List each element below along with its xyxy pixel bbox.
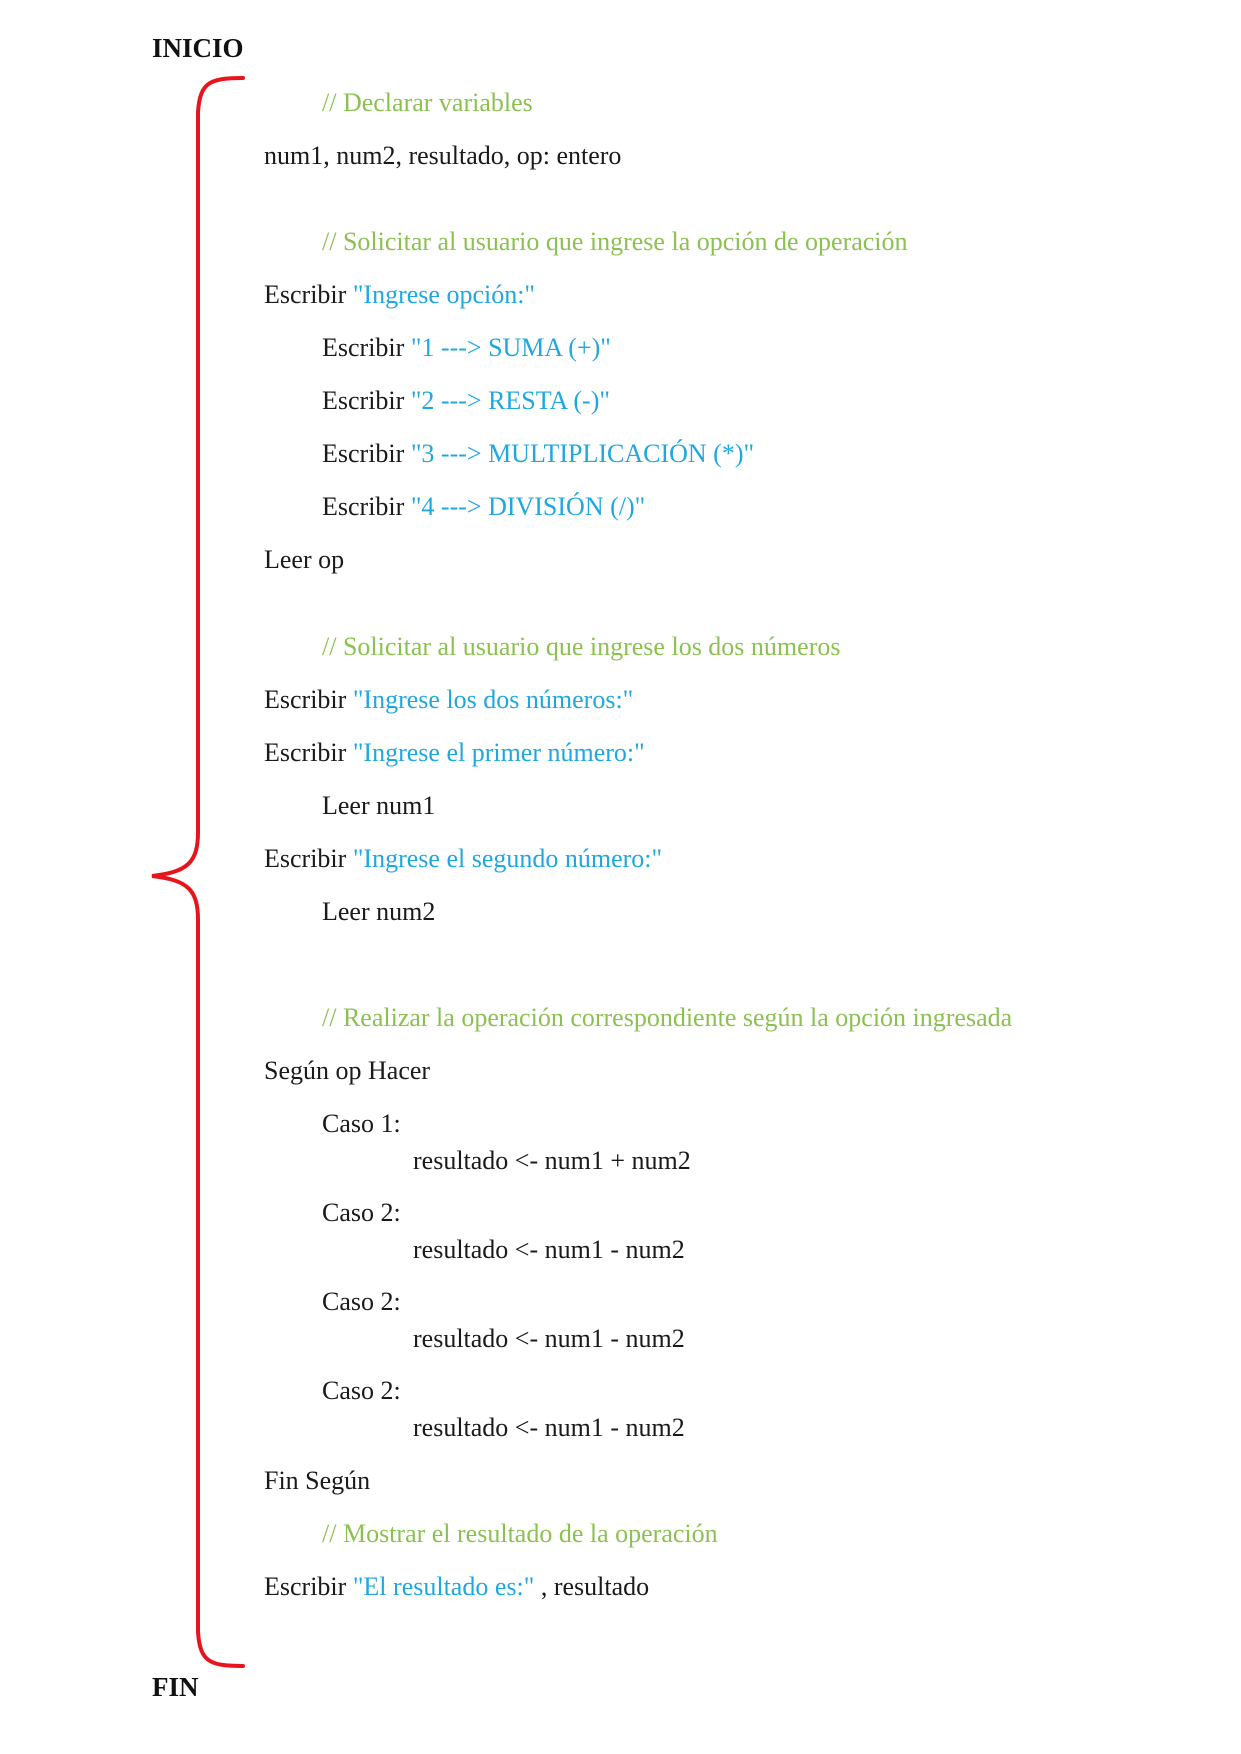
write-command: Escribir [264, 844, 353, 873]
string-literal: "Ingrese los dos números:" [352, 685, 634, 714]
write-command: Escribir [322, 386, 411, 415]
comment-request-numbers: // Solicitar al usuario que ingrese los dos números [322, 632, 841, 661]
code-fin-segun: Fin Según [264, 1466, 371, 1495]
comment-request-option: // Solicitar al usuario que ingrese la opción de operación [322, 227, 908, 256]
code-caso-1: Caso 1: [322, 1109, 401, 1138]
write-ingrese-opcion [264, 280, 535, 310]
code-caso-2-second: Caso 2: [322, 1287, 401, 1316]
write-command: Escribir [322, 439, 411, 468]
write-ingrese-primer-numero [264, 738, 645, 768]
write-command: Escribir [264, 685, 353, 714]
write-resultado [264, 1572, 649, 1602]
string-literal: "Ingrese el segundo número:" [352, 844, 663, 873]
result-variable: , resultado [534, 1572, 650, 1601]
write-ingrese-segundo-numero [264, 844, 662, 874]
code-variable-declaration: num1, num2, resultado, op: entero [264, 141, 622, 170]
string-literal: "1 ---> SUMA (+)" [410, 333, 611, 362]
write-command: Escribir [264, 280, 353, 309]
write-command: Escribir [322, 333, 411, 362]
code-resultado-resta-first: resultado <- num1 - num2 [413, 1235, 685, 1264]
write-option-multiplicacion [322, 439, 754, 469]
string-literal: "2 ---> RESTA (-)" [410, 386, 610, 415]
write-command: Escribir [322, 492, 411, 521]
end-heading: FIN [152, 1672, 199, 1702]
write-option-suma [322, 333, 611, 363]
string-literal: "Ingrese el primer número:" [352, 738, 645, 767]
comment-perform-operation: // Realizar la operación correspondiente según la opción ingresada [322, 1003, 1013, 1032]
string-literal: "4 ---> DIVISIÓN (/)" [410, 492, 646, 521]
write-command: Escribir [264, 738, 353, 767]
start-heading: INICIO [152, 33, 244, 63]
code-segun-op-hacer: Según op Hacer [264, 1056, 431, 1085]
comment-declare-variables: // Declarar variables [322, 88, 533, 117]
string-literal: "3 ---> MULTIPLICACIÓN (*)" [410, 439, 755, 468]
code-resultado-suma: resultado <- num1 + num2 [413, 1146, 691, 1175]
write-option-resta [322, 386, 610, 416]
code-leer-op: Leer op [264, 545, 345, 574]
write-ingrese-dos-numeros [264, 685, 633, 715]
code-resultado-resta-second: resultado <- num1 - num2 [413, 1324, 685, 1353]
code-leer-num2: Leer num2 [322, 897, 436, 926]
left-curly-brace [148, 72, 248, 1672]
code-resultado-resta-third: resultado <- num1 - num2 [413, 1413, 685, 1442]
string-literal: "Ingrese opción:" [352, 280, 536, 309]
string-literal: "El resultado es:" [352, 1572, 535, 1601]
comment-show-result: // Mostrar el resultado de la operación [322, 1519, 718, 1548]
write-command: Escribir [264, 1572, 353, 1601]
code-leer-num1: Leer num1 [322, 791, 436, 820]
code-caso-2-first: Caso 2: [322, 1198, 401, 1227]
write-option-division [322, 492, 645, 522]
code-caso-2-third: Caso 2: [322, 1376, 401, 1405]
